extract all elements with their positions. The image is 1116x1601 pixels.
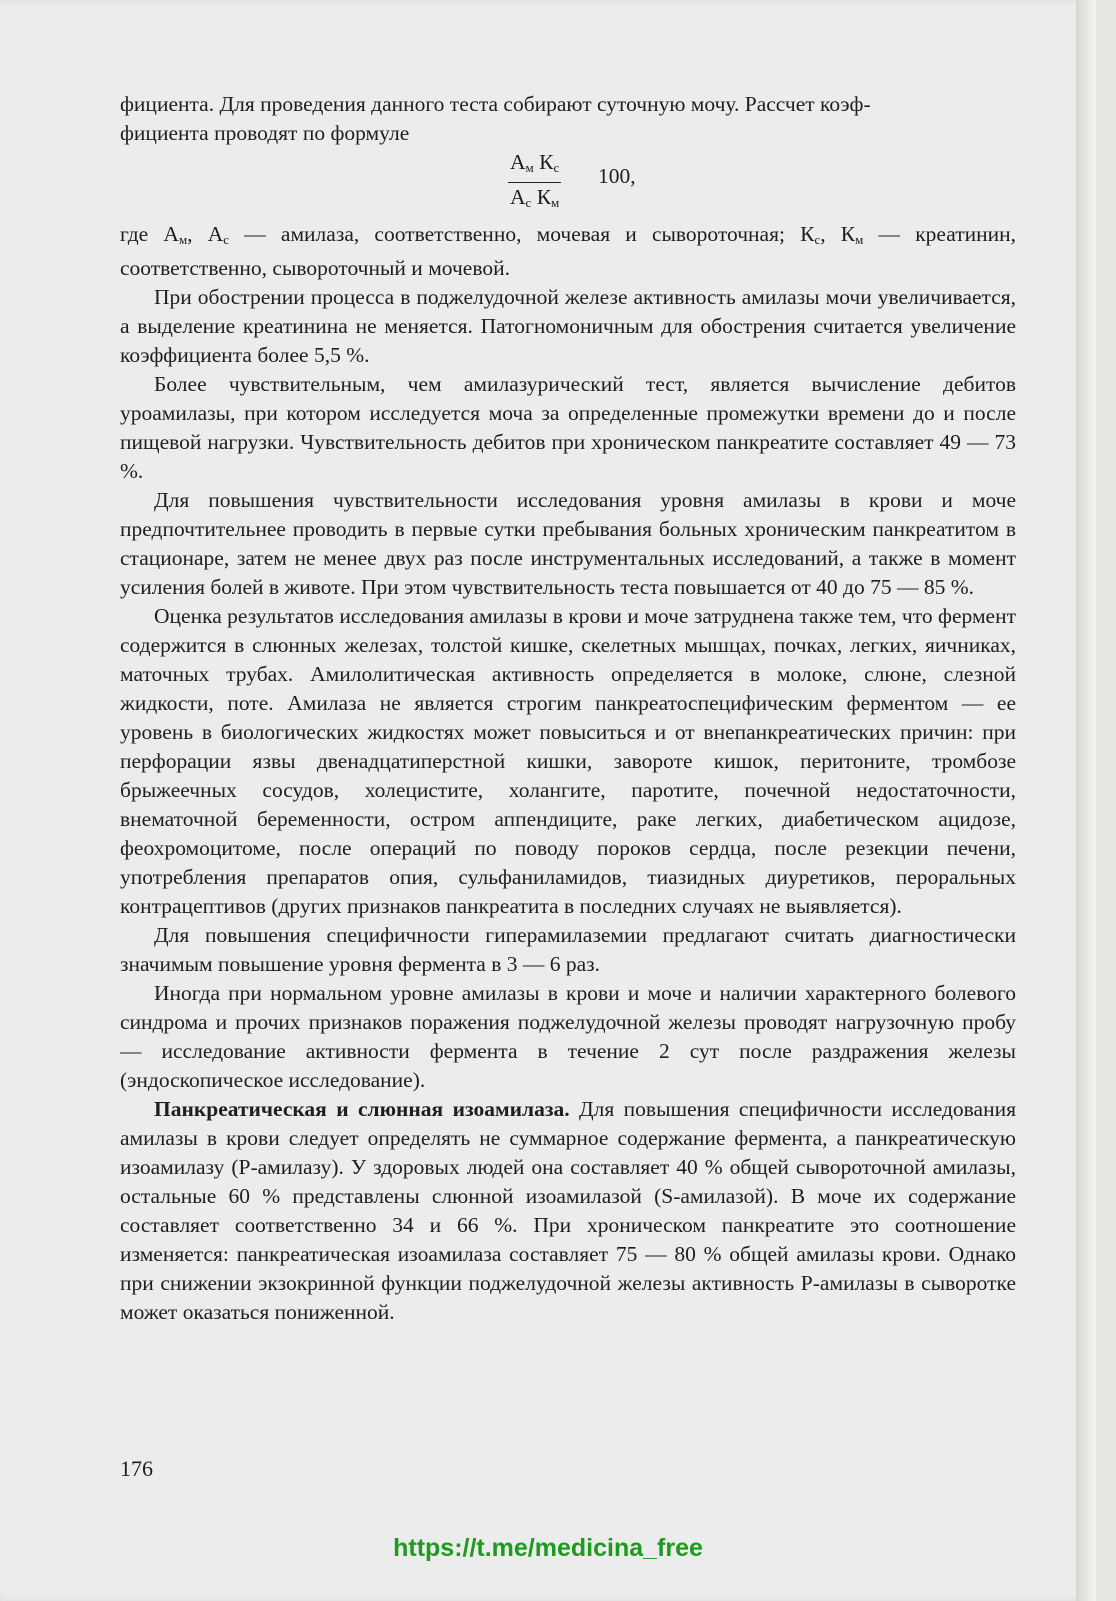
section-heading: Панкреатическая и слюнная изоамилаза. <box>154 1097 570 1121</box>
paragraph-body: Для повышения специфичности исследования амилазы в крови следует определять не суммарное содержание фермента, а панкреатическую изоамилазу (Р-амилазу). У здоровых людей она составляет 40 % общей сывороточной амилазы, остальные 60 % представлены слюнной изоамилазой (S-амилазой). В моче их содержание составляет соответственно 34 и 66 %. При хроническом панкреатите это соотношение изменяется: панкреатическая изоамилаза составляет 75 — 80 % общей амилазы крови. Однако при снижении экзокринной функции поджелудочной железы активность Р-амилазы в сыворотке может оказаться пониженной. <box>120 1097 1016 1324</box>
paragraph <box>120 1095 1016 1327</box>
paragraph: При обострении процесса в поджелудочной железе активность амилазы мочи увеличивается, а выделение креатинина не меняется. Патогномоничным для обострения считается увеличение коэффициента более 5,5 %. <box>120 285 1016 367</box>
paragraph: Оценка результатов исследования амилазы в крови и моче затруднена также тем, что фермент содержится в слюнных железах, толстой кишке, скелетных мышцах, почках, легких, яичниках, маточных трубах. Амилолитическая активность определяется в молоке, слюне, слезной жидкости, поте. Амилаза не является строгим панкреатоспецифическим ферментом — ее уровень в биологических жидкостях может повыситься и от внепанкреатических причин: при перфорации язвы двенадцатиперстной кишки, завороте кишок, перитоните, тромбозе брыжеечных сосудов, холецистите, холангите, паротите, почечной недостаточности, внематочной беременности, остром аппендиците, раке легких, диабетическом ацидозе, феохромоцитоме, после операций по поводу пороков сердца, после резекции печени, употребления препаратов опия, сульфаниламидов, тиазидных диуретиков, пероральных контрацептивов (других признаков панкреатита в последних случаях не выявляется). <box>120 604 1016 918</box>
paragraph-line: фициента проводят по формуле <box>120 121 410 145</box>
paragraph-continuation <box>120 90 1016 148</box>
formula-numerator: $А_м$ $К_с$ <box>508 148 561 183</box>
page-edge-shadow <box>1076 0 1096 1601</box>
paragraph: Для повышения чувствительности исследования уровня амилазы в крови и моче предпочтительнее проводить в первые сутки пребывания больных хроническим панкреатитом в стационаре, затем не менее двух раз после инструментальных исследований, а также в момент усиления болей в животе. При этом чувствительность теста повышается от 40 до 75 — 85 %. <box>120 488 1016 599</box>
formula-multiplier: 100, <box>598 164 636 188</box>
body-text <box>120 90 1016 1327</box>
paragraph-line: фициента. Для проведения данного теста собирают суточную мочу. Рассчет коэф- <box>120 92 871 116</box>
formula <box>120 148 1016 220</box>
formula-fraction <box>508 148 561 217</box>
page-number: 176 <box>120 1456 153 1481</box>
formula-legend: где $А_м$, $А_с$ — амилаза, соответственно, мочевая и сывороточная; $К_с$, $К_м$ — креатинин, соответственно, сывороточный и мочевой. <box>120 222 1017 280</box>
paragraph: Иногда при нормальном уровне амилазы в крови и моче и наличии характерного болевого синдрома и прочих признаков поражения поджелудочной железы проводят нагрузочную пробу — исследование активности фермента в течение 2 сут после раздражения железы (эндоскопическое исследование). <box>120 981 1016 1092</box>
formula-denominator: $А_с$ $К_м$ <box>510 185 560 210</box>
paragraph: Для повышения специфичности гиперамилаземии предлагают считать диагностически значимым повышение уровня фермента в 3 — 6 раз. <box>120 923 1016 976</box>
paragraph: Более чувствительным, чем амилазурический тест, является вычисление дебитов уроамилазы, при котором исследуется моча за определенные промежутки времени до и после пищевой нагрузки. Чувствительность дебитов при хроническом панкреатите составляет 49 — 73 %. <box>120 372 1016 483</box>
footer-link[interactable]: https://t.me/medicina_free <box>393 1534 703 1562</box>
